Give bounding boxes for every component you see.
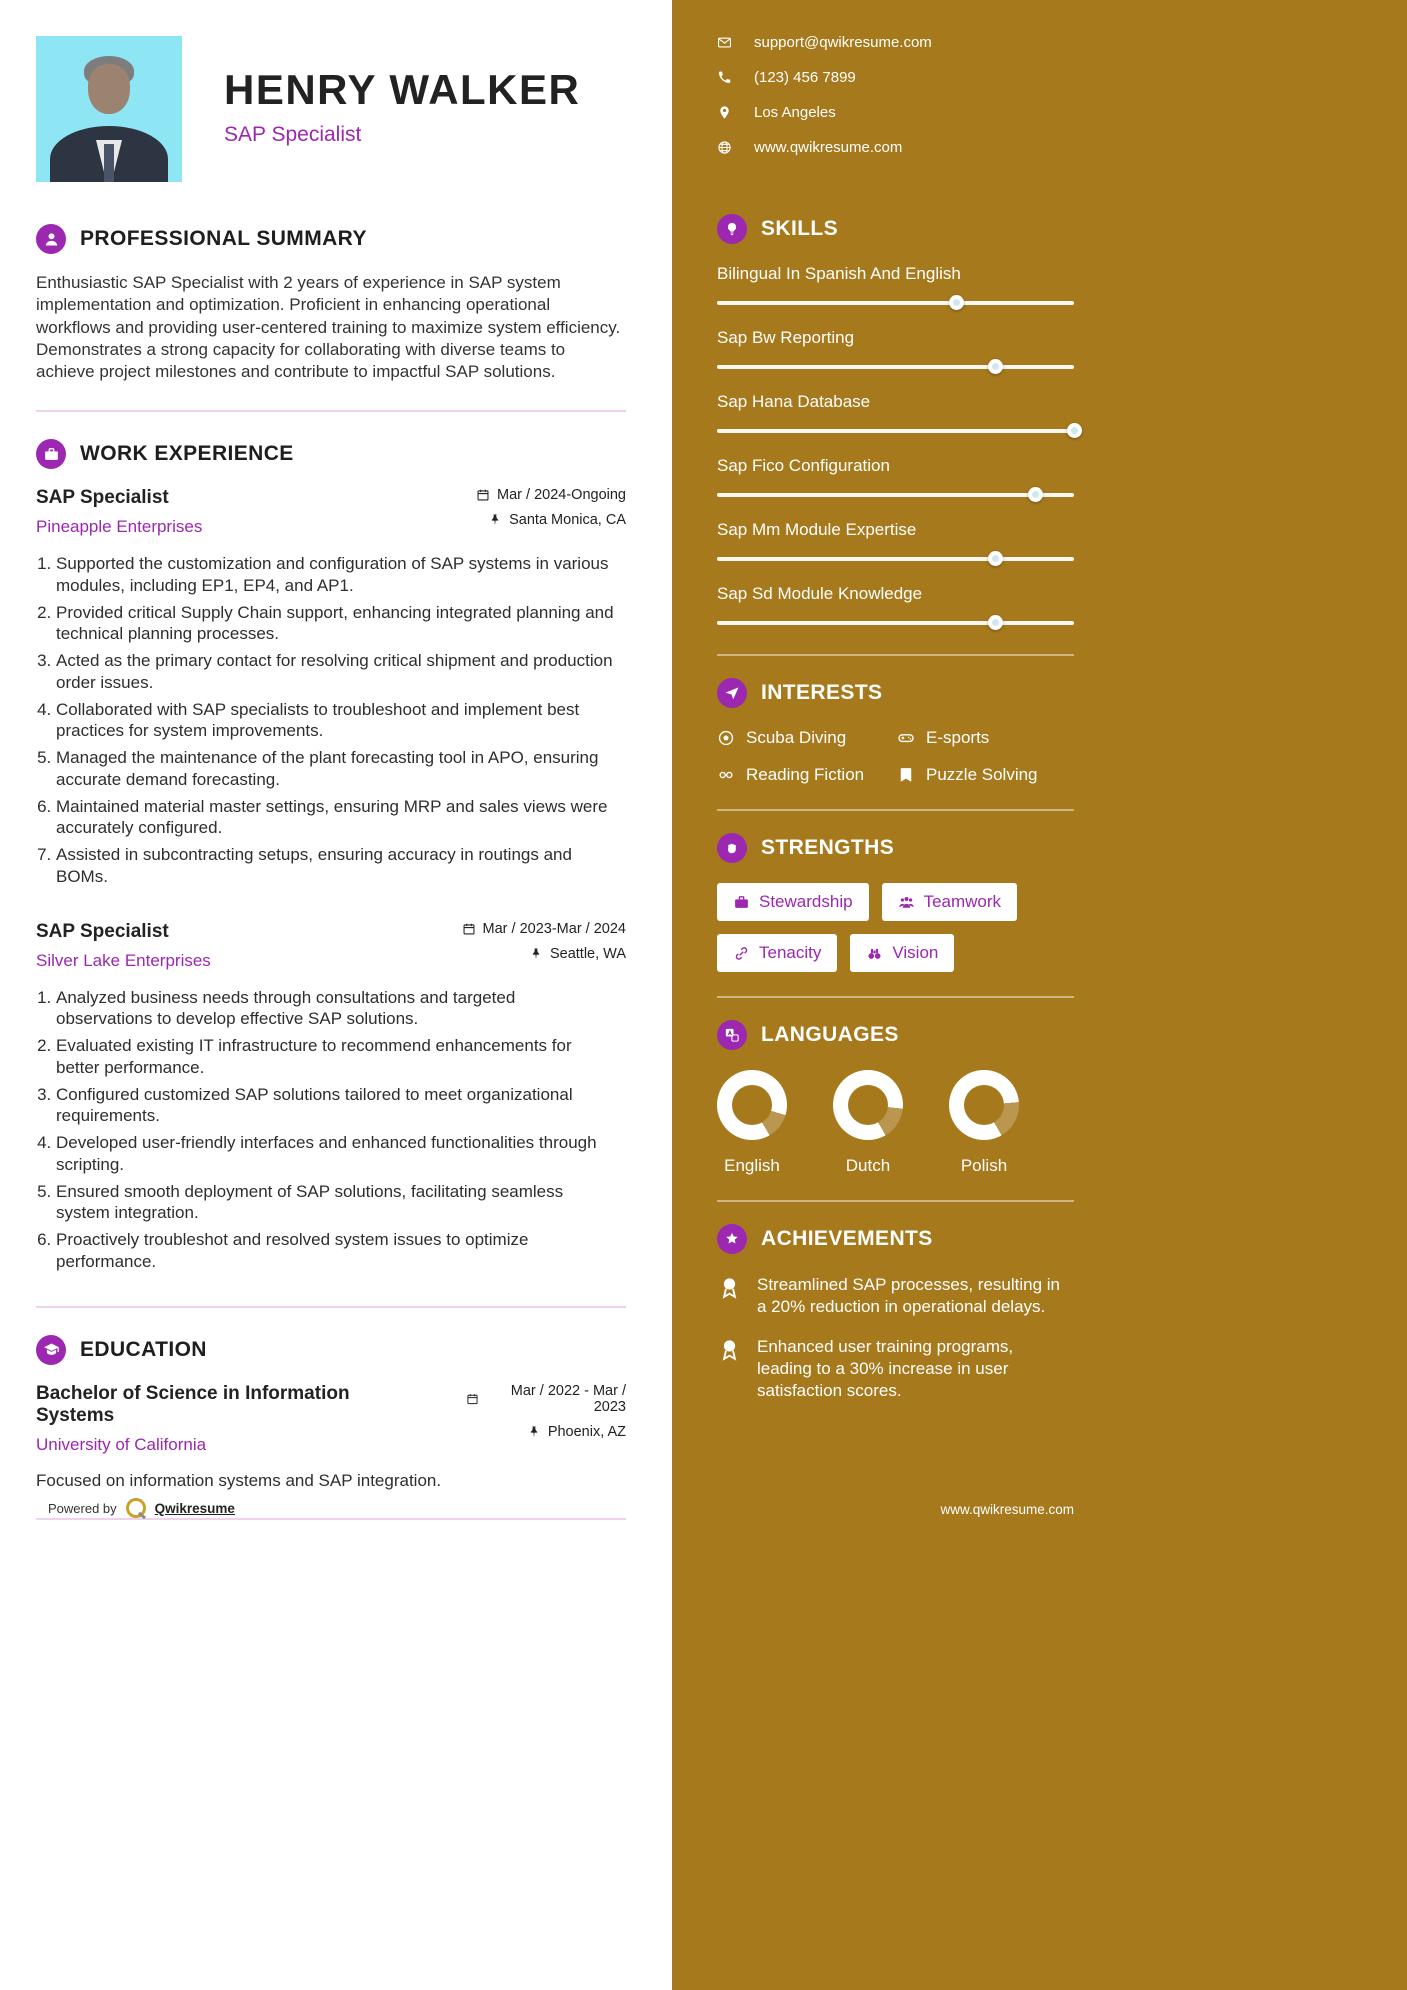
contact-block: [717, 34, 1074, 156]
candidate-name: HENRY WALKER: [224, 66, 581, 113]
interest-item: E-sports: [897, 728, 1074, 748]
pushpin-icon: [529, 947, 543, 961]
slider-knob: [1028, 487, 1043, 502]
education-description: Focused on information systems and SAP integration.: [36, 1470, 442, 1490]
education-section-heading: [36, 1335, 626, 1365]
skill-slider: [717, 423, 1074, 438]
strengths-heading-text: STRENGTHS: [761, 836, 895, 859]
contact-phone[interactable]: (123) 456 7899: [717, 69, 1074, 86]
interest-item: Scuba Diving: [717, 728, 897, 748]
language-donut-chart: [717, 1070, 787, 1140]
interest-item: Puzzle Solving: [897, 765, 1074, 785]
phone-icon: [717, 70, 732, 85]
education-section: [36, 1335, 626, 1491]
interests-list: [717, 728, 1074, 785]
qwikresume-link[interactable]: Qwikresume: [154, 1500, 235, 1516]
work-section-heading: [36, 439, 626, 469]
book-icon: [897, 766, 915, 784]
job-dates: Mar / 2023-Mar / 2024: [462, 921, 626, 937]
pushpin-icon: [527, 1425, 541, 1439]
skill-item: Bilingual In Spanish And English: [717, 264, 1074, 310]
language-donut-chart: [833, 1070, 903, 1140]
job-dates: Mar / 2024-Ongoing: [476, 487, 626, 503]
skills-section-heading: [717, 214, 1074, 244]
skill-item: Sap Fico Configuration: [717, 456, 1074, 502]
contact-location: Los Angeles: [717, 104, 1074, 121]
strength-tag: Tenacity: [717, 934, 837, 972]
language-donut-chart: [949, 1070, 1019, 1140]
graduation-cap-icon: [36, 1335, 66, 1365]
link-icon: [733, 945, 750, 962]
calendar-icon: [476, 488, 490, 502]
powered-by: [48, 1498, 235, 1518]
q-logo: [126, 1498, 146, 1518]
contact-email[interactable]: support@qwikresume.com: [717, 34, 1074, 51]
globe-icon: [717, 140, 732, 155]
job-bullet: 3. Configured customized SAP solutions tailored to meet organizational requirements.: [56, 1084, 616, 1127]
sidebar-divider: [717, 1200, 1074, 1202]
divider: [36, 410, 626, 412]
slider-knob: [988, 359, 1003, 374]
job-bullet: 5. Ensured smooth deployment of SAP solutions, facilitating seamless system integration.: [56, 1181, 616, 1224]
strengths-section-heading: [717, 833, 1074, 863]
divider: [36, 1306, 626, 1308]
briefcase-icon: [36, 439, 66, 469]
summary-heading-text: PROFESSIONAL SUMMARY: [80, 227, 367, 250]
slider-knob: [988, 615, 1003, 630]
job-bullet: 6. Maintained material master settings, ensuring MRP and sales views were accurately configured.: [56, 796, 616, 839]
education-heading-text: EDUCATION: [80, 1337, 207, 1361]
strengths-list: [717, 883, 1057, 972]
achievements-heading-text: ACHIEVEMENTS: [761, 1227, 933, 1250]
achievement-item: Streamlined SAP processes, resulting in a 20% reduction in operational delays.: [717, 1274, 1069, 1318]
email-icon: [717, 35, 732, 50]
summary-section-heading: [36, 224, 626, 254]
job-entry: [36, 487, 626, 887]
strength-tag: Teamwork: [882, 883, 1017, 921]
job-bullet: 6. Proactively troubleshot and resolved system issues to optimize performance.: [56, 1229, 616, 1272]
job-bullet: 4. Developed user-friendly interfaces and enhanced functionalities through scripting.: [56, 1132, 616, 1175]
profile-photo: [36, 36, 182, 182]
language-item: Dutch: [833, 1070, 903, 1176]
pushpin-icon: [488, 513, 502, 527]
interests-section-heading: [717, 678, 1074, 708]
name-block: [224, 36, 580, 182]
calendar-icon: [466, 1392, 479, 1406]
bulb-icon: [717, 214, 747, 244]
skill-slider: [717, 487, 1074, 502]
medal-icon: [717, 1275, 742, 1300]
star-icon: [717, 1224, 747, 1254]
sidebar-footer-link[interactable]: www.qwikresume.com: [940, 1502, 1074, 1517]
job-title: SAP Specialist: [36, 920, 169, 942]
paper-plane-icon: [717, 678, 747, 708]
translate-icon: [717, 1020, 747, 1050]
gamepad-icon: [897, 729, 915, 747]
languages-heading-text: LANGUAGES: [761, 1023, 899, 1046]
job-location: Seattle, WA: [462, 946, 626, 962]
languages-list: [717, 1070, 1074, 1176]
divider: [36, 1518, 626, 1520]
calendar-icon: [462, 922, 476, 936]
job-company: Silver Lake Enterprises: [36, 950, 211, 970]
job-bullet: 7. Assisted in subcontracting setups, ensuring accuracy in routings and BOMs.: [56, 844, 616, 887]
skill-item: Sap Mm Module Expertise: [717, 520, 1074, 566]
slider-knob: [1067, 423, 1082, 438]
job-bullet: 5. Managed the maintenance of the plant forecasting tool in APO, ensuring accurate demand forecasting.: [56, 747, 616, 790]
job-entry: [36, 921, 626, 1272]
identity-header: [36, 36, 626, 182]
skill-slider: [717, 295, 1074, 310]
skill-slider: [717, 359, 1074, 374]
achievement-item: Enhanced user training programs, leading to a 30% increase in user satisfaction scores.: [717, 1336, 1069, 1402]
job-bullet: 4. Collaborated with SAP specialists to troubleshoot and implement best practices for system improvements.: [56, 699, 616, 742]
degree: Bachelor of Science in Information Systems: [36, 1382, 350, 1426]
main-column: [0, 0, 672, 1990]
language-item: Polish: [949, 1070, 1019, 1176]
strength-tag: Vision: [850, 934, 954, 972]
contact-website[interactable]: www.qwikresume.com: [717, 139, 1074, 156]
job-company: Pineapple Enterprises: [36, 517, 203, 537]
job-bullet: 2. Evaluated existing IT infrastructure to recommend enhancements for better performance.: [56, 1035, 616, 1078]
briefcase-icon: [733, 894, 750, 911]
job-bullet: 3. Acted as the primary contact for resolving critical shipment and production order issues.: [56, 650, 616, 693]
job-bullet: 2. Provided critical Supply Chain support, enhancing integrated planning and technical planning processes.: [56, 602, 616, 645]
skill-slider: [717, 551, 1074, 566]
fist-icon: [717, 833, 747, 863]
strength-tag: Stewardship: [717, 883, 869, 921]
binoculars-icon: [866, 945, 883, 962]
language-item: English: [717, 1070, 787, 1176]
job-bullet-list: [56, 553, 626, 887]
candidate-title: SAP Specialist: [224, 123, 362, 146]
ball-icon: [717, 729, 735, 747]
interests-heading-text: INTERESTS: [761, 681, 883, 704]
slider-knob: [949, 295, 964, 310]
education-dates: Mar / 2022 - Mar / 2023: [466, 1383, 626, 1415]
sidebar: [672, 0, 1407, 1990]
job-bullet: 1. Supported the customization and configuration of SAP systems in various modules, including EP1, EP4, and AP1.: [56, 553, 616, 596]
job-bullet-list: [56, 987, 626, 1272]
goggles-icon: [717, 766, 735, 784]
education-location: Phoenix, AZ: [466, 1424, 626, 1440]
sidebar-divider: [717, 654, 1074, 656]
skill-item: Sap Hana Database: [717, 392, 1074, 438]
languages-section-heading: [717, 1020, 1074, 1050]
job-title: SAP Specialist: [36, 487, 169, 509]
map-pin-icon: [717, 105, 732, 120]
summary-text: Enthusiastic SAP Specialist with 2 years of experience in SAP system implementation and optimization. Proficient in enhancing operational workflows and providing user-centered training to maximize system efficiency. Demonstrates a strong capacity for collaborating with diverse teams to achieve project milestones and contribute to impactful SAP solutions.: [36, 273, 621, 382]
powered-by-label: Powered by: [48, 1500, 117, 1516]
skill-slider: [717, 615, 1074, 630]
job-bullet: 1. Analyzed business needs through consultations and targeted observations to develop effective SAP solutions.: [56, 987, 616, 1030]
sidebar-divider: [717, 996, 1074, 998]
people-icon: [898, 894, 915, 911]
skill-item: Sap Sd Module Knowledge: [717, 584, 1074, 630]
medal-icon: [717, 1337, 742, 1362]
interest-item: Reading Fiction: [717, 765, 897, 785]
sidebar-divider: [717, 809, 1074, 811]
skills-heading-text: SKILLS: [761, 217, 839, 240]
school: University of California: [36, 1434, 207, 1454]
person-icon: [36, 224, 66, 254]
skill-item: Sap Bw Reporting: [717, 328, 1074, 374]
job-location: Santa Monica, CA: [476, 512, 626, 528]
slider-knob: [988, 551, 1003, 566]
achievements-section-heading: [717, 1224, 1074, 1254]
work-heading-text: WORK EXPERIENCE: [80, 442, 294, 466]
